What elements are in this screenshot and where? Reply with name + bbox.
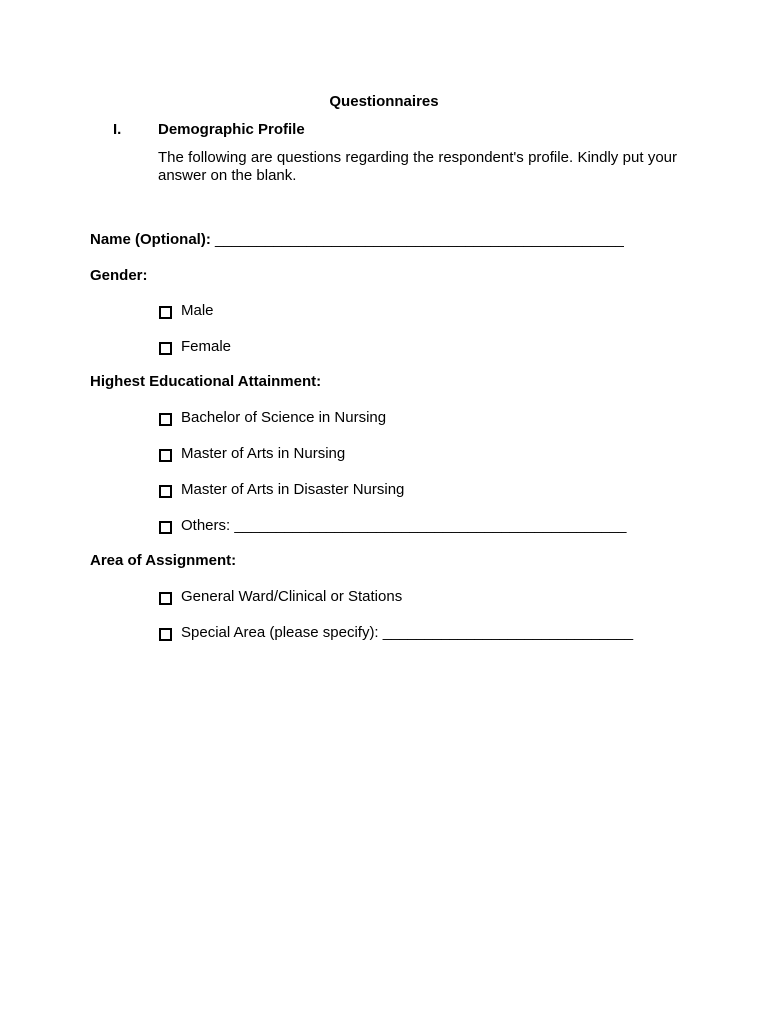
option-man-label: Master of Arts in Nursing: [181, 445, 346, 462]
document-title: Questionnaires: [329, 93, 439, 110]
checkbox-female[interactable]: [159, 342, 172, 355]
assignment-label: Area of Assignment:: [90, 552, 237, 569]
option-general-ward-label: General Ward/Clinical or Stations: [181, 588, 403, 605]
section-intro: The following are questions regarding the respondent's profile. Kindly put your answer on the blank.: [158, 149, 677, 184]
name-field-blank[interactable]: _________________________________________________: [215, 231, 624, 248]
option-special-area-label[interactable]: Special Area (please specify): ______________________________: [181, 624, 634, 641]
section-heading: Demographic Profile: [158, 121, 305, 138]
name-field[interactable]: [90, 231, 624, 249]
option-madn-label: Master of Arts in Disaster Nursing: [181, 481, 405, 498]
checkbox-madn[interactable]: [159, 485, 172, 498]
option-others-label[interactable]: Others: _______________________________________________: [181, 517, 627, 534]
name-field-label: Name (Optional):: [90, 231, 211, 248]
checkbox-bsn[interactable]: [159, 413, 172, 426]
education-label: Highest Educational Attainment:: [90, 373, 322, 390]
checkbox-special-area[interactable]: [159, 628, 172, 641]
checkbox-man[interactable]: [159, 449, 172, 462]
gender-label: Gender:: [90, 267, 148, 284]
checkbox-others[interactable]: [159, 521, 172, 534]
section-numeral: I.: [113, 121, 122, 138]
option-bsn-label: Bachelor of Science in Nursing: [181, 409, 387, 426]
checkbox-general-ward[interactable]: [159, 592, 172, 605]
option-male-label: Male: [181, 302, 214, 319]
option-female-label: Female: [181, 338, 232, 355]
checkbox-male[interactable]: [159, 306, 172, 319]
